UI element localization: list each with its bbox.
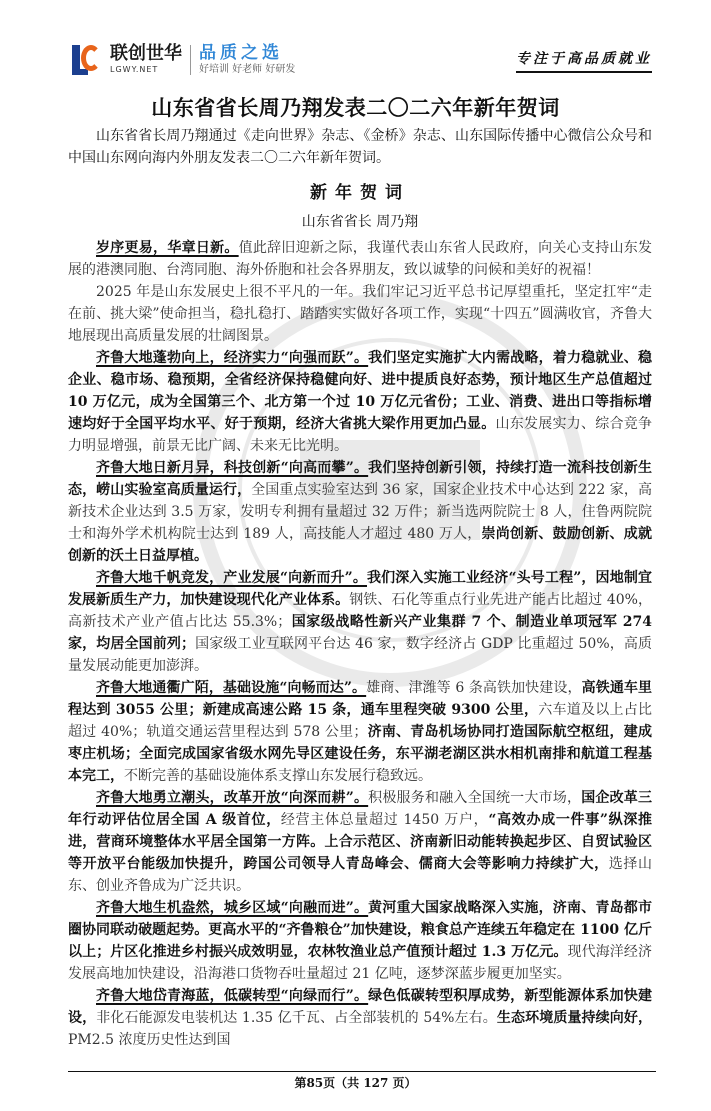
paragraph-lead: 岁序更易，华章日新。 bbox=[96, 240, 239, 256]
header-motto: 专注于高品质就业 bbox=[516, 50, 652, 73]
paragraph-text: “高效办成一件事”纵深推进，营商环境整体水平居全国第一方阵。上合示范区、济南新旧动能转换起步区、自贸试验区等开放平台能级加快提升，跨国公司领导人青岛峰会、儒商大会等影响力持续扩大， bbox=[68, 812, 653, 872]
footer-divider bbox=[68, 1071, 656, 1072]
paragraph-text: 现代海洋经济发展高地加快建设，沿海港口货物吞吐量超过 21 亿吨，逐梦深蓝步履更加坚实。 bbox=[68, 944, 653, 982]
paragraph bbox=[68, 787, 652, 897]
logo-divider bbox=[190, 45, 191, 75]
paragraph bbox=[68, 677, 652, 787]
paragraph-text: 山东发展实力、综合竞争力明显增强，前景无比广阔、未来无比光明。 bbox=[68, 416, 652, 454]
paragraph-lead: 齐鲁大地生机盎然，城乡区域“向融而进”。 bbox=[96, 900, 369, 916]
paragraph-text: 雄商、津潍等 6 条高铁加快建设， bbox=[366, 680, 582, 696]
paragraphs bbox=[68, 237, 652, 1051]
paragraph-text: 选择山东、创业齐鲁成为广泛共识。 bbox=[68, 856, 653, 894]
page-footer bbox=[0, 1051, 711, 1091]
paragraph bbox=[68, 985, 652, 1051]
brand-url: LGWY.NET bbox=[110, 64, 159, 74]
page-header bbox=[72, 40, 652, 80]
paragraph-text: 非化石能源发电装机达 1.35 亿千瓦、占全部装机的 54%左右。 bbox=[96, 1010, 497, 1026]
paragraph-lead: 齐鲁大地日新月异，科技创新“向高而攀”。 bbox=[96, 460, 369, 476]
paragraph-text: 2025 年是山东发展史上很不平凡的一年。我们牢记习近平总书记厚望重托，坚定扛牢“走在前、挑大梁”使命担当，稳扎稳打、踏踏实实做好各项工作，实现“十四五”圆满收官，齐鲁大地展现出高质量发展的壮阔图景。 bbox=[68, 284, 652, 344]
paragraph-text: 生态环境质量持续向好， bbox=[496, 1010, 653, 1026]
paragraph bbox=[68, 237, 652, 281]
paragraph-text: 值此辞旧迎新之际，我谨代表山东省人民政府，向关心支持山东发展的港澳同胞、台湾同胞、海外侨胞和社会各界朋友，致以诚挚的问候和美好的祝福！ bbox=[68, 240, 653, 278]
paragraph bbox=[68, 281, 652, 347]
paragraph-text: 高铁通车里程达到 3055 公里；新建成高速公路 15 条，通车里程突破 9300 公里， bbox=[68, 680, 653, 718]
author-line: 山东省省长 周乃翔 bbox=[301, 214, 419, 230]
paragraph-text: 全国重点实验室达到 36 家，国家企业技术中心达到 222 家，高新技术企业达到 3.5 万家，发明专利拥有量超过 32 万件；新当选两院院士 8 人，住鲁两院院士和海外学术机构院士达到 189 人，高技能人才超过 480 万人， bbox=[68, 482, 652, 542]
paragraph-lead: 齐鲁大地岱青海蓝，低碳转型“向绿而行”。 bbox=[96, 988, 369, 1004]
intro-paragraph: 山东省省长周乃翔通过《走向世界》杂志、《金桥》杂志、山东国际传播中心微信公众号和中国山东网向海内外朋友发表二〇二六年新年贺词。 bbox=[68, 128, 652, 166]
paragraph-lead: 齐鲁大地蓬勃向上，经济实力“向强而跃”。 bbox=[96, 350, 369, 366]
paragraph bbox=[68, 567, 652, 677]
paragraph-text: 黄河重大国家战略深入实施，济南、青岛都市圈协同联动破题起势。更高水平的“齐鲁粮仓”加快建设，粮食总产连续五年稳定在 1100 亿斤以上；片区化推进乡村振兴成效明显，农林牧渔业总产值预计超过 1.3 万亿元。 bbox=[68, 900, 652, 960]
paragraph-lead: 齐鲁大地通衢广陌，基础设施“向畅而达”。 bbox=[96, 680, 367, 696]
paragraph-text: 经营主体总量超过 1450 万户， bbox=[280, 812, 489, 828]
paragraph-text: 济南、青岛机场协同打造国际航空枢纽，建成枣庄机场；全面完成国家省级水网先导区建设任务，东平湖老湖区洪水相机南排和航道工程基本完工， bbox=[68, 724, 652, 784]
paragraph-text: 国家级工业互联网平台达 46 家，数字经济占 GDP 比重超过 50%，高质量发展动能更加澎湃。 bbox=[68, 636, 653, 674]
paragraph-text: 崇尚创新、鼓励创新、成就创新的沃土日益厚植。 bbox=[68, 526, 652, 564]
section-title: 新年贺词 bbox=[310, 183, 410, 203]
paragraph-text: 钢铁、石化等重点行业先进产能占比超过 40%，高新技术产业产值占比达 55.3%； bbox=[68, 592, 652, 630]
paragraph-text: 国家级战略性新兴产业集群 7 个、制造业单项冠军 274 家，均居全国前列； bbox=[68, 614, 652, 652]
paragraph-text: 国企改革三年行动评估位居全国 A 级首位， bbox=[68, 790, 653, 828]
slogan: 品质之选 bbox=[199, 43, 283, 63]
page-number: 第85页（共 127 页） bbox=[294, 1076, 417, 1090]
paragraph-text: PM2.5 浓度历史性达到国 bbox=[68, 1032, 231, 1048]
paragraph-text: 积极服务和融入全国统一大市场， bbox=[368, 790, 582, 806]
brand-logo bbox=[72, 43, 295, 76]
document-body bbox=[68, 125, 652, 1051]
paragraph-lead: 齐鲁大地勇立潮头，改革开放“向深而耕”。 bbox=[96, 790, 369, 806]
document-title: 山东省省长周乃翔发表二〇二六年新年贺词 bbox=[151, 96, 560, 120]
paragraph-text: 我们深入实施工业经济“头号工程”，因地制宜发展新质生产力，加快建设现代化产业体系。 bbox=[68, 570, 652, 608]
paragraph bbox=[68, 347, 652, 457]
brand-name: 联创世华 bbox=[110, 42, 182, 64]
paragraph bbox=[68, 897, 652, 985]
lc-logo-icon bbox=[72, 45, 108, 75]
paragraph-text: 我们坚持创新引领，持续打造一流科技创新生态，崂山实验室高质量运行， bbox=[68, 460, 652, 498]
paragraph-lead: 齐鲁大地千帆竞发，产业发展“向新而升”。 bbox=[96, 570, 367, 586]
paragraph-text: 六车道及以上占比超过 40%；轨道交通运营里程达到 578 公里； bbox=[68, 702, 653, 740]
paragraph bbox=[68, 457, 652, 567]
paragraph-text: 绿色低碳转型积厚成势，新型能源体系加快建设， bbox=[68, 988, 652, 1026]
paragraph-text: 我们坚定实施扩大内需战略，着力稳就业、稳企业、稳市场、稳预期，全省经济保持稳健向好、进中提质良好态势，预计地区生产总值超过 10 万亿元，成为全国第三个、北方第一个过 10 万亿元省份；工业、消费、进出口等指标增速均好于全国平均水平、好于预期，经济大省挑大梁作用更加凸显。 bbox=[68, 350, 652, 432]
paragraph-text: 不断完善的基础设施体系支撑山东发展行稳致远。 bbox=[124, 768, 432, 784]
slogan-sub: 好培训 好老师 好研发 bbox=[199, 64, 296, 75]
